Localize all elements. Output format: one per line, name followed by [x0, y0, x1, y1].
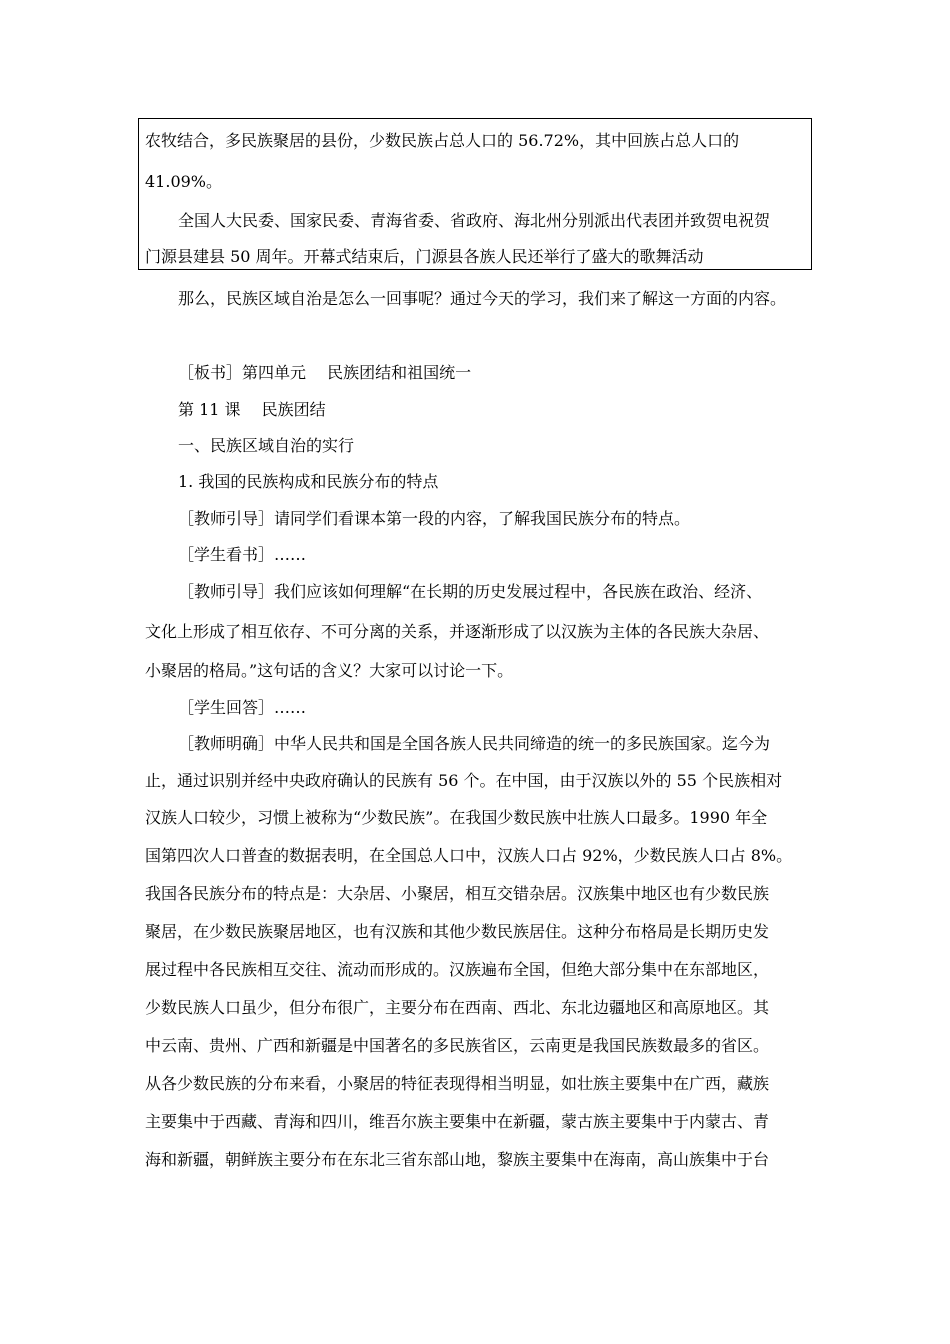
teacher-clarify-line-12: 海和新疆，朝鲜族主要分布在东北三省东部山地，黎族主要集中在海南，高山族集中于台: [145, 1150, 770, 1169]
box-line-1: 农牧结合，多民族聚居的县份，少数民族占总人口的 56.72%，其中回族占总人口的: [145, 131, 740, 150]
intro-paragraph: 那么，民族区域自治是怎么一回事呢？通过今天的学习，我们来了解这一方面的内容。: [178, 289, 787, 308]
teacher-clarify-line-2: 止，通过识别并经中央政府确认的民族有 56 个。在中国，由于汉族以外的 55 个民族相对: [145, 771, 783, 790]
lesson-heading: 第 11 课 民族团结: [178, 400, 326, 419]
subsection-heading: 1. 我国的民族构成和民族分布的特点: [178, 472, 439, 491]
teacher-guide-2-line-1: ［教师引导］我们应该如何理解“在长期的历史发展过程中，各民族在政治、经济、: [178, 582, 763, 601]
section-heading: 一、民族区域自治的实行: [178, 436, 355, 455]
teacher-guide-2-line-3: 小聚居的格局。”这句话的含义？大家可以讨论一下。: [145, 661, 514, 680]
teacher-clarify-line-9: 中云南、贵州、广西和新疆是中国著名的多民族省区，云南更是我国民族数最多的省区。: [145, 1036, 770, 1055]
box-line-4: 门源县建县 50 周年。开幕式结束后，门源县各族人民还举行了盛大的歌舞活动: [145, 247, 704, 266]
teacher-clarify-line-10: 从各少数民族的分布来看，小聚居的特征表现得相当明显，如壮族主要集中在广西，藏族: [145, 1074, 770, 1093]
box-line-3: 全国人大民委、国家民委、青海省委、省政府、海北州分别派出代表团并致贺电祝贺: [178, 211, 771, 230]
student-answer: ［学生回答］……: [178, 698, 307, 717]
board-heading: ［板书］第四单元 民族团结和祖国统一: [178, 363, 472, 382]
box-line-2: 41.09%。: [145, 172, 223, 191]
teacher-clarify-line-4: 国第四次人口普查的数据表明，在全国总人口中，汉族人口占 92%，少数民族人口占 8%。: [145, 846, 793, 865]
teacher-clarify-line-1: ［教师明确］中华人民共和国是全国各族人民共同缔造的统一的多民族国家。迄今为: [178, 734, 771, 753]
teacher-clarify-line-11: 主要集中于西藏、青海和四川，维吾尔族主要集中在新疆，蒙古族主要集中于内蒙古、青: [145, 1112, 770, 1131]
teacher-clarify-line-8: 少数民族人口虽少，但分布很广，主要分布在西南、西北、东北边疆地区和高原地区。其: [145, 998, 770, 1017]
teacher-clarify-line-6: 聚居，在少数民族聚居地区，也有汉族和其他少数民族居住。这种分布格局是长期历史发: [145, 922, 770, 941]
teacher-guide-2-line-2: 文化上形成了相互依存、不可分离的关系，并逐渐形成了以汉族为主体的各民族大杂居、: [145, 622, 770, 641]
teacher-clarify-line-5: 我国各民族分布的特点是：大杂居、小聚居，相互交错杂居。汉族集中地区也有少数民族: [145, 884, 770, 903]
teacher-guide-1: ［教师引导］请同学们看课本第一段的内容，了解我国民族分布的特点。: [178, 509, 691, 528]
student-read: ［学生看书］……: [178, 545, 307, 564]
teacher-clarify-line-3: 汉族人口较少，习惯上被称为“少数民族”。在我国少数民族中壮族人口最多。1990 年全: [145, 808, 768, 827]
teacher-clarify-line-7: 展过程中各民族相互交往、流动而形成的。汉族遍布全国，但绝大部分集中在东部地区，: [145, 960, 770, 979]
